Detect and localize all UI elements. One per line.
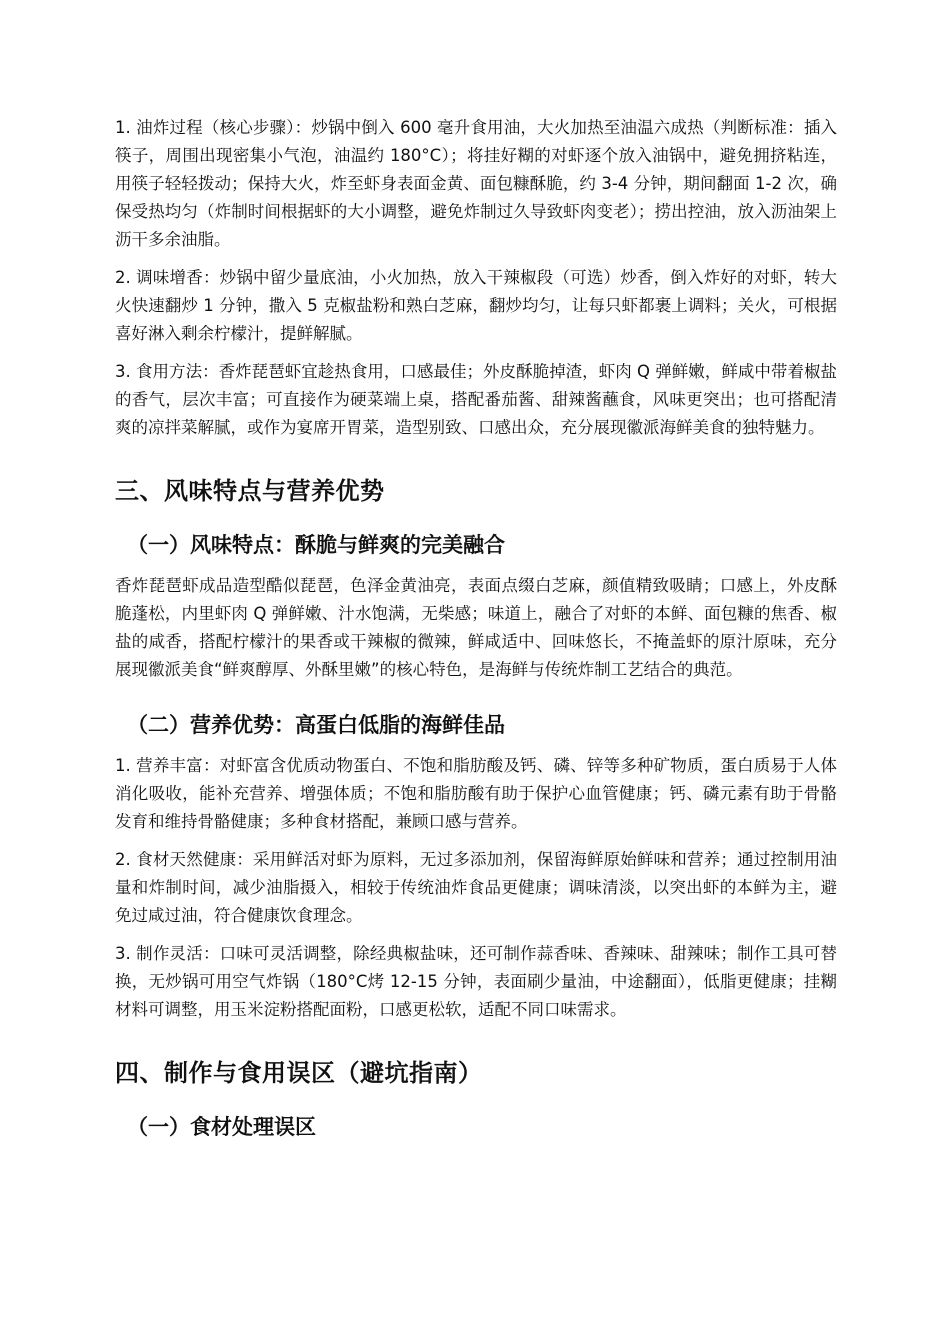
paragraph-nutrition-rich: 1. 营养丰富：对虾富含优质动物蛋白、不饱和脂肪酸及钙、磷、锌等多种矿物质，蛋白质易于人体消化吸收，能补充营养、增强体质；不饱和脂肪酸有助于保护心血管健康；钙、磷元素有助于骨骼发育和维持骨骼健康；多种食材搭配，兼顾口感与营养。 (115, 756, 837, 831)
document-body (115, 114, 837, 1154)
section-heading-mistakes: 四、制作与食用误区（避坑指南） (115, 1059, 483, 1087)
paragraph-serving-method: 3. 食用方法：香炸琵琶虾宜趁热食用，口感最佳；外皮酥脆掉渣，虾肉 Q 弹鲜嫩，鲜咸中带着椒盐的香气，层次丰富；可直接作为硬菜端上桌，搭配番茄酱、甜辣酱蘸食，风味更突出；也可搭配清爽的凉拌菜解腻，或作为宴席开胃菜，造型别致、口感出众，充分展现徽派海鲜美食的独特魅力。 (115, 362, 837, 437)
subsection-heading-flavor: （一）风味特点：酥脆与鲜爽的完美融合 (127, 533, 505, 557)
subsection-heading-ingredient-mistakes: （一）食材处理误区 (127, 1115, 316, 1139)
section-heading-flavor-nutrition: 三、风味特点与营养优势 (115, 477, 385, 505)
paragraph-seasoning: 2. 调味增香：炒锅中留少量底油，小火加热，放入干辣椒段（可选）炒香，倒入炸好的对虾，转大火快速翻炒 1 分钟，撒入 5 克椒盐粉和熟白芝麻，翻炒均匀，让每只虾都裹上调料；关火，可根据喜好淋入剩余柠檬汁，提鲜解腻。 (115, 268, 837, 343)
paragraph-flexible: 3. 制作灵活：口味可灵活调整，除经典椒盐味，还可制作蒜香味、香辣味、甜辣味；制作工具可替换，无炒锅可用空气炸锅（180°C烤 12-15 分钟，表面刷少量油，中途翻面），低脂更健康；挂糊材料可调整，用玉米淀粉搭配面粉，口感更松软，适配不同口味需求。 (115, 944, 837, 1019)
subsection-heading-nutrition: （二）营养优势：高蛋白低脂的海鲜佳品 (127, 713, 505, 737)
paragraph-natural-healthy: 2. 食材天然健康：采用鲜活对虾为原料，无过多添加剂，保留海鲜原始鲜味和营养；通过控制用油量和炸制时间，减少油脂摄入，相较于传统油炸食品更健康；调味清淡，以突出虾的本鲜为主，避免过咸过油，符合健康饮食理念。 (115, 850, 837, 925)
paragraph-flavor: 香炸琵琶虾成品造型酷似琵琶，色泽金黄油亮，表面点缀白芝麻，颜值精致吸睛；口感上，外皮酥脆蓬松，内里虾肉 Q 弹鲜嫩、汁水饱满，无柴感；味道上，融合了对虾的本鲜、面包糠的焦香、椒盐的咸香，搭配柠檬汁的果香或干辣椒的微辣，鲜咸适中、回味悠长，不掩盖虾的原汁原味，充分展现徽派美食“鲜爽醇厚、外酥里嫩”的核心特色，是海鲜与传统炸制工艺结合的典范。 (115, 576, 837, 679)
paragraph-frying-process: 1. 油炸过程（核心步骤）：炒锅中倒入 600 毫升食用油，大火加热至油温六成热（判断标准：插入筷子，周围出现密集小气泡，油温约 180°C）；将挂好糊的对虾逐个放入油锅中，避免拥挤粘连，用筷子轻轻拨动；保持大火，炸至虾身表面金黄、面包糠酥脆，约 3-4 分钟，期间翻面 1-2 次，确保受热均匀（炸制时间根据虾的大小调整，避免炸制过久导致虾肉变老）；捞出控油，放入沥油架上沥干多余油脂。 (115, 118, 837, 249)
